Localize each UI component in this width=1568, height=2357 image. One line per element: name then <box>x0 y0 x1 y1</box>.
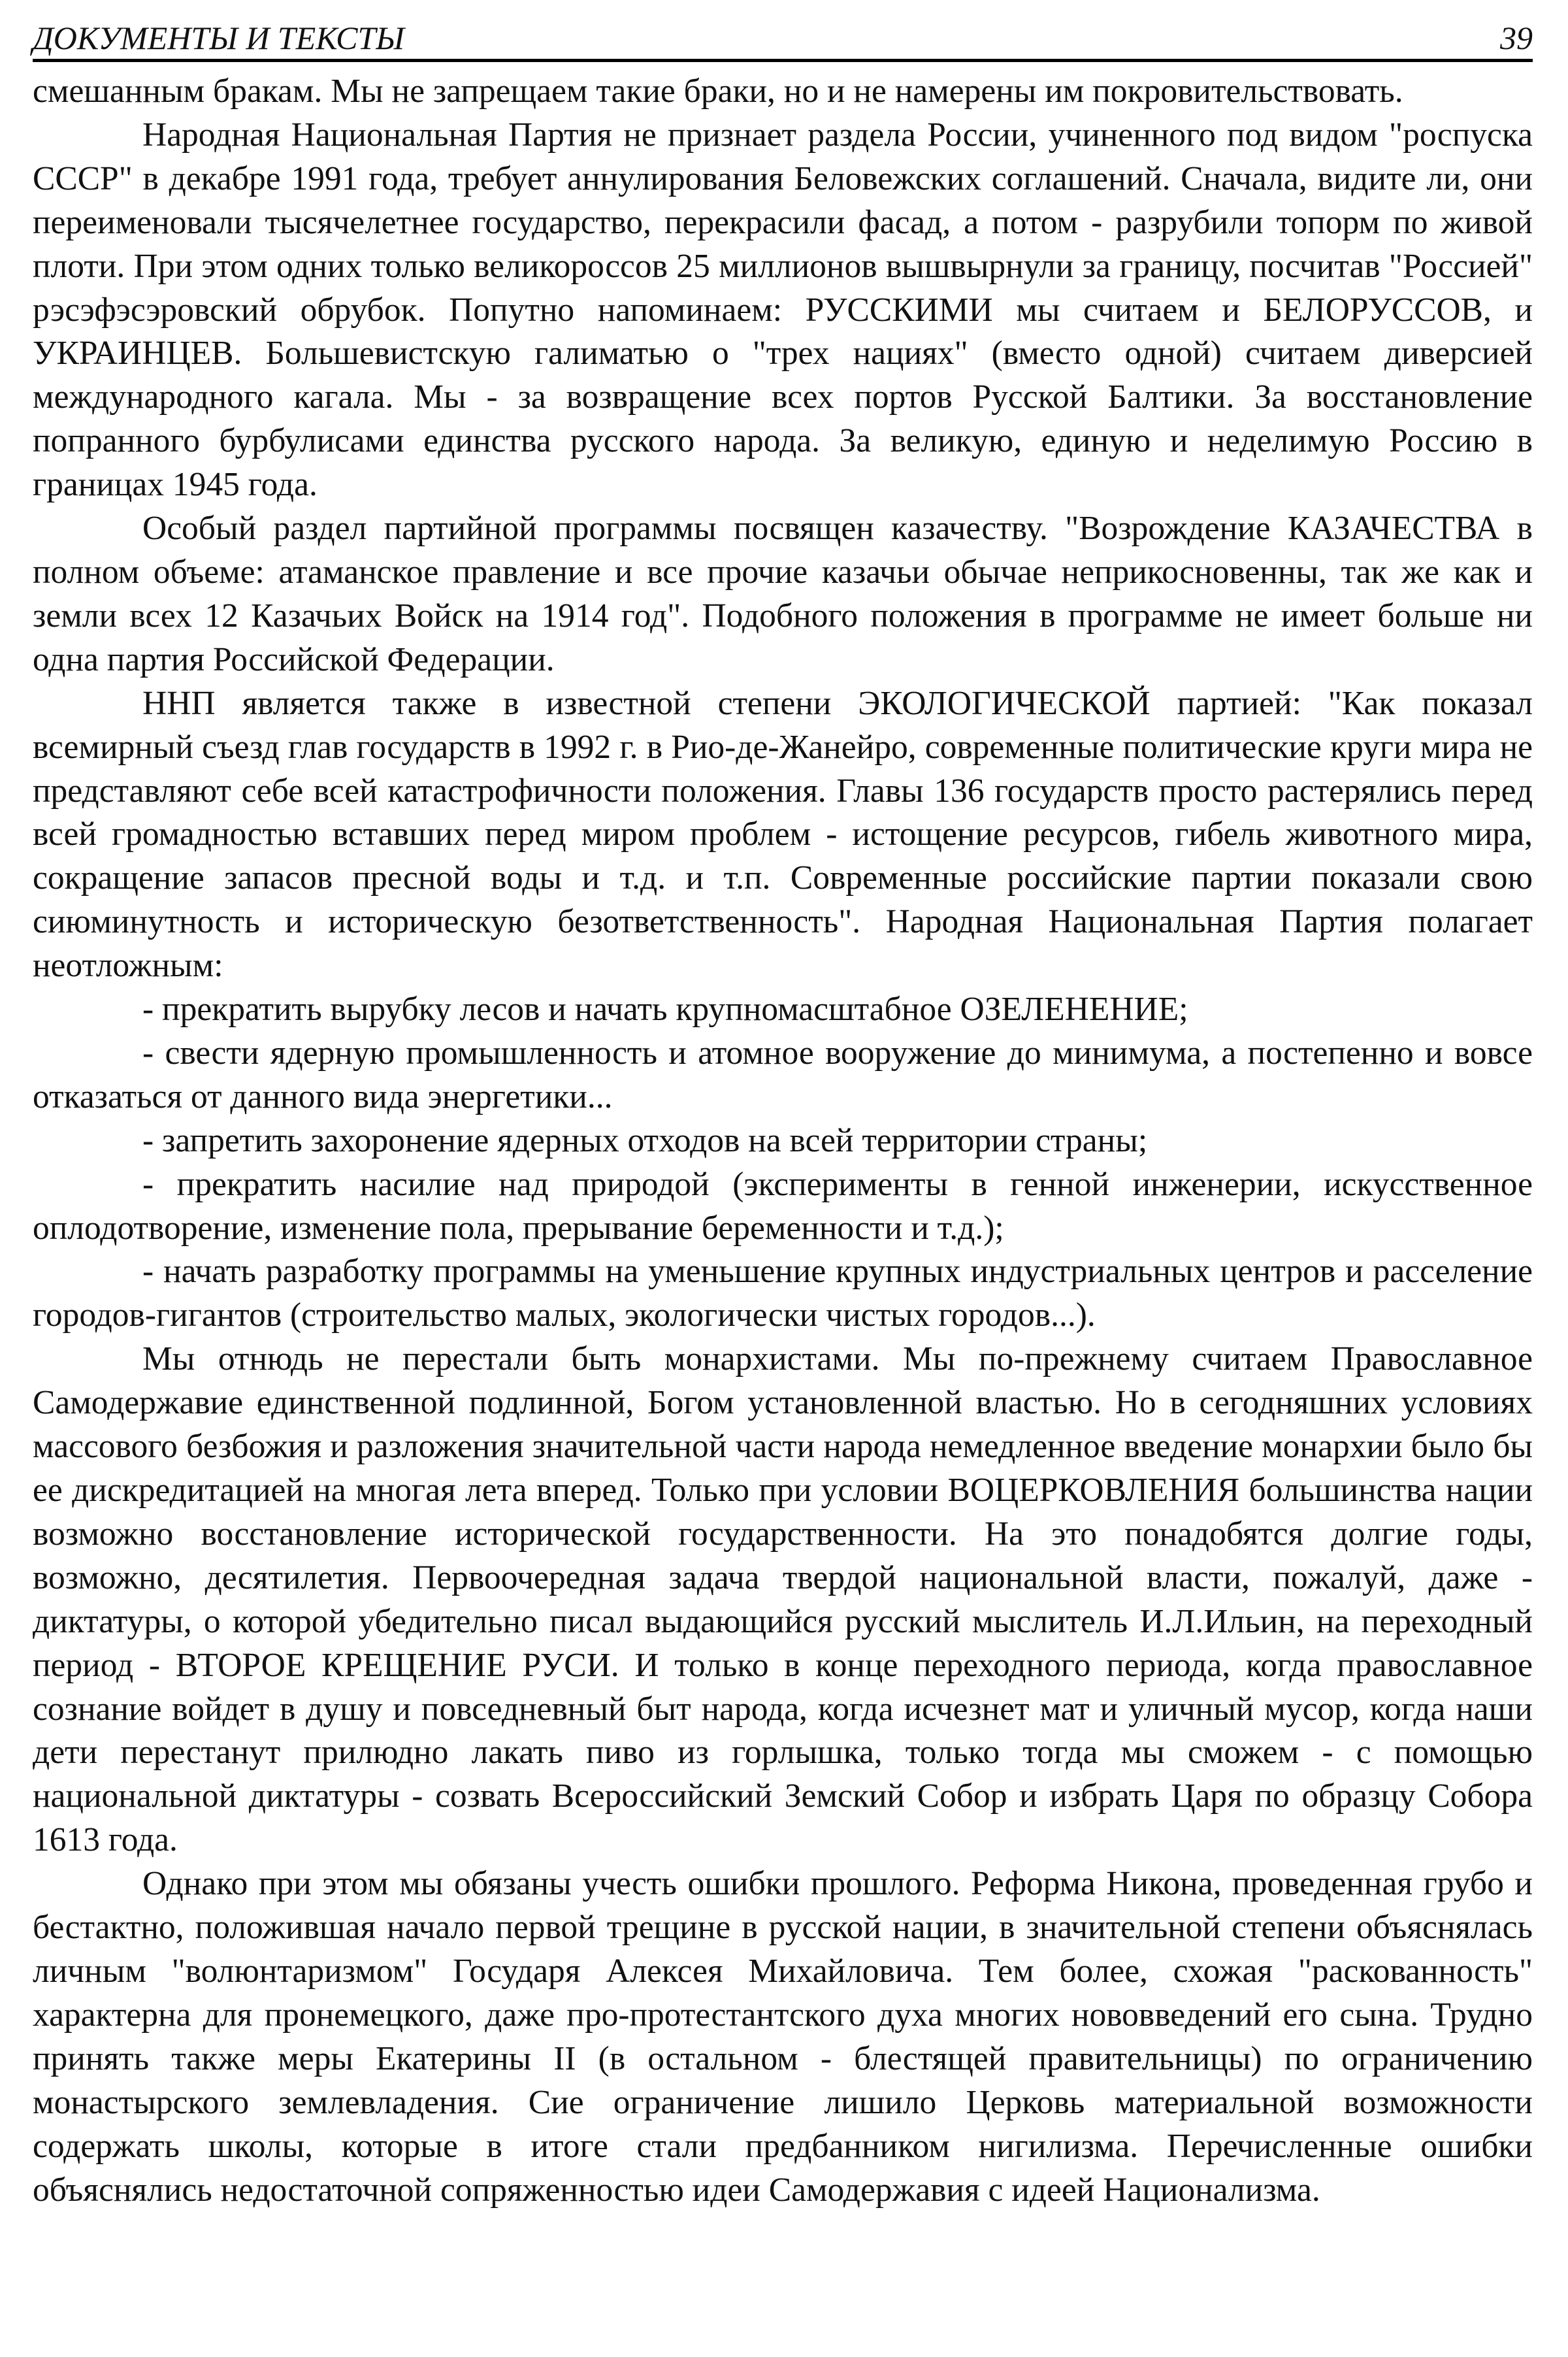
paragraph-past-mistakes: Однако при этом мы обязаны учесть ошибки прошлого. Реформа Никона, проведенная грубо и бестактно, положившая начало первой трещине в русской нации, в значительной степени объяснялась личным "волюнтаризмом" Государя Алексея Михайловича. Тем более, схожая "раскованность" характерна для пронемецкого, даже про-протестантского духа многих нововведений его сына. Трудно принять также меры Екатерины II (в остальном - блестящей правительницы) по ограничению монастырского землевладения. Сие ограничение лишило Церковь материальной возможности содержать школы, которые в итоге стали предбанником нигилизма. Перечисленные ошибки объяснялись недостаточной сопряженностью идеи Самодержавия с идеей Национализма. <box>33 1865 1533 2209</box>
list-item-nature: - прекратить насилие над природой (эксперименты в генной инженерии, искусственное оплодотворение, изменение пола, прерывание беременности и т.д.); <box>33 1165 1533 1247</box>
paragraph-continuation: смешанным бракам. Мы не запрещаем такие браки, но и не намерены им покровительствовать. <box>33 73 1403 110</box>
paragraph-monarchy: Мы отнюдь не перестали быть монархистами. Мы по-прежнему считаем Православное Самодержавие единственной подлинной, Богом установленной властью. Но в сегодняшних условиях массового безбожия и разложения значительной части народа немедленное введение монархии было бы ее дискредитацией на многая лета вперед. Только при условии ВОЦЕРКОВЛЕНИЯ большинства нации возможно восстановление исторической государственности. На это понадобятся долгие годы, возможно, десятилетия. Первоочередная задача твердой национальной власти, пожалуй, даже - диктатуры, о которой убедительно писал выдающийся русский мыслитель И.Л.Ильин, на переходный период - ВТОРОЕ КРЕЩЕНИЕ РУСИ. И только в конце переходного периода, когда православное сознание войдет в душу и повседневный быт народа, когда исчезнет мат и уличный мусор, когда наши дети перестанут прилюдно лакать пиво из горлышка, только тогда мы сможем - с помощью национальной диктатуры - созвать Всероссийский Земский Собор и избрать Царя по образцу Собора 1613 года. <box>33 1340 1533 1859</box>
list-item-forests: - прекратить вырубку лесов и начать крупномасштабное ОЗЕЛЕНЕНИЕ; <box>142 991 1188 1029</box>
list-item-nuclear-waste: - запретить захоронение ядерных отходов на всей территории страны; <box>142 1121 1148 1159</box>
section-title: ДОКУМЕНТЫ И ТЕКСТЫ <box>33 20 404 56</box>
paragraph-russia-division: Народная Национальная Партия не признает раздела России, учиненного под видом "роспуска СССР" в декабре 1991 года, требует аннулирования Беловежских соглашений. Сначала, видите ли, они переименовали тысячелетнее государство, перекрасили фасад, а потом - разрубили топорм по живой плоти. При этом одних только великороссов 25 миллионов вышвырнули за границу, посчитав "Россией" рэсэфэсэровский обрубок. Попутно напоминаем: РУССКИМИ мы считаем и БЕЛОРУССОВ, и УКРАИНЦЕВ. Большевистскую галиматью о "трех нациях" (вместо одной) считаем диверсией международного кагала. Мы - за возвращение всех портов Русской Балтики. За восстановление попранного бурбулисами единства русского народа. За великую, единую и неделимую Россию в границах 1945 года. <box>33 116 1533 504</box>
page-number: 39 <box>1500 20 1533 56</box>
list-item-nuclear-industry: - свести ядерную промышленность и атомное вооружение до минимума, а постепенно и вовсе отказаться от данного вида энергетики... <box>33 1034 1533 1115</box>
page-header <box>33 5 1533 62</box>
body-text <box>33 70 1533 2212</box>
list-item-cities: - начать разработку программы на уменьшение крупных индустриальных центров и расселение городов-гигантов (строительство малых, экологически чистых городов...). <box>33 1253 1533 1334</box>
paragraph-cossacks: Особый раздел партийной программы посвящен казачеству. "Возрождение КАЗАЧЕСТВА в полном объеме: атаманское правление и все прочие казачьи обычае неприкосновенны, так же как и земли всех 12 Казачьих Войск на 1914 год". Подобного положения в программе не имеет больше ни одна партия Российской Федерации. <box>33 510 1533 678</box>
paragraph-ecology: ННП является также в известной степени ЭКОЛОГИЧЕСКОЙ партией: "Как показал всемирный съезд глав государств в 1992 г. в Рио-де-Жанейро, современные политические круги мира не представляют себе всей катастрофичности положения. Главы 136 государств просто растерялись перед всей громадностью вставших перед миром проблем - истощение ресурсов, гибель животного мира, сокращение запасов пресной воды и т.д. и т.п. Современные российские партии показали свою сиюминутность и историческую безответственность". Народная Национальная Партия полагает неотложным: <box>33 684 1533 985</box>
